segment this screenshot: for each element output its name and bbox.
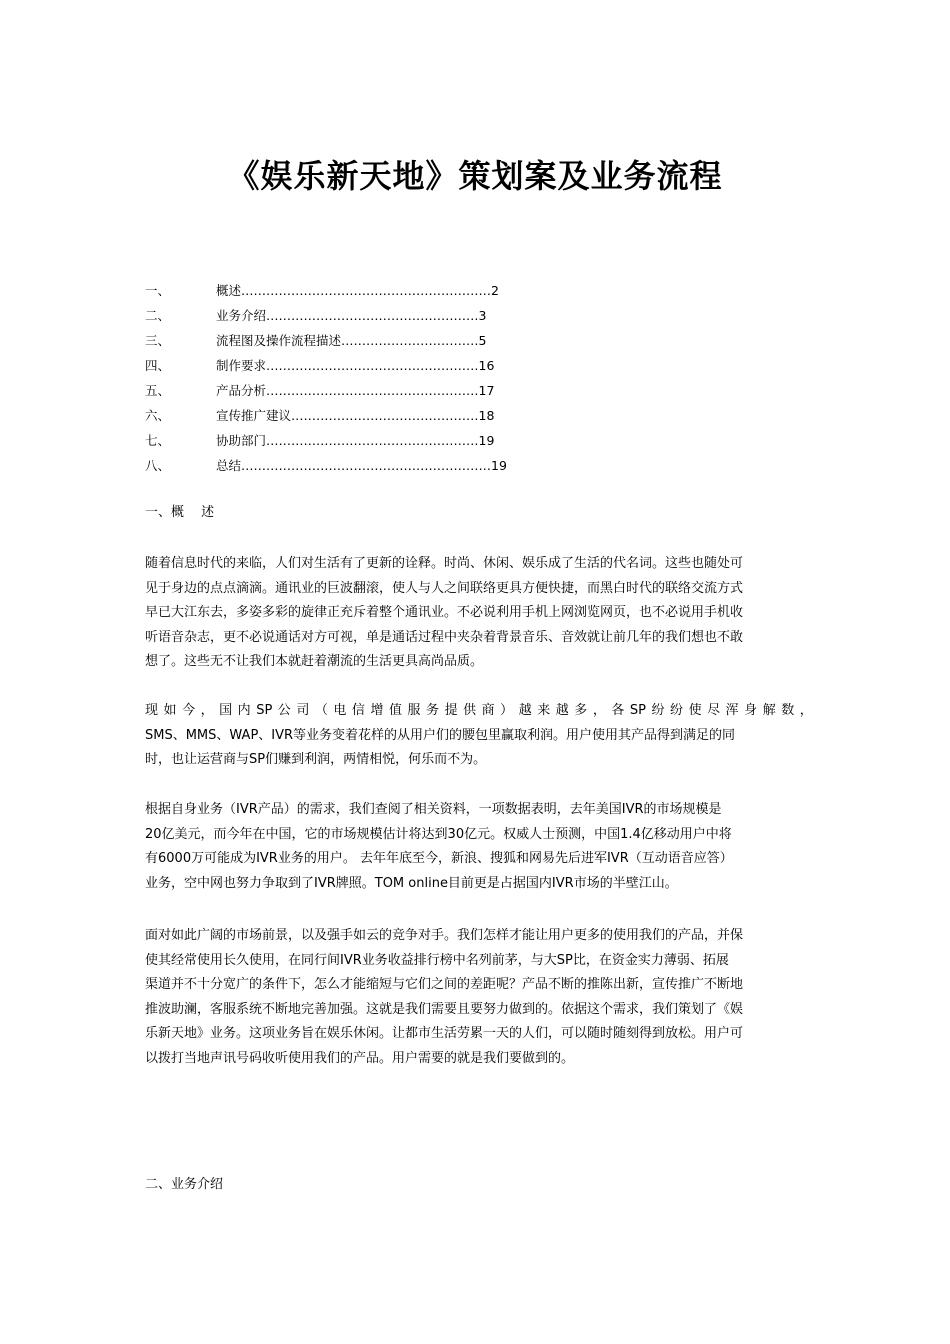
spread-glyph: 信	[351, 703, 365, 718]
spread-glyph: 服	[407, 703, 421, 718]
spread-glyph: （	[314, 703, 328, 718]
paragraph-line: 面对如此广阔的市场前景，以及强手如云的竞争对手。我们怎样才能让用户更多的使用我们的产品，并保	[145, 928, 744, 943]
spread-glyph: 使	[688, 703, 702, 718]
spread-glyph: 增	[370, 703, 384, 718]
toc-item-number: 二、	[145, 308, 171, 323]
document-title: 《娱乐新天地》策划案及业务流程	[227, 157, 723, 195]
toc-item[interactable]	[145, 378, 565, 403]
paragraph-line: 想了。这些无不让我们本就赶着潮流的生活更具高尚品质。	[145, 654, 484, 669]
spread-glyph: 如	[163, 703, 177, 718]
toc-item[interactable]	[145, 453, 565, 478]
spread-glyph: 今	[182, 703, 196, 718]
toc-item[interactable]	[145, 303, 565, 328]
toc-item[interactable]	[145, 403, 565, 428]
toc-item-number: 七、	[145, 433, 171, 448]
toc-item[interactable]	[145, 328, 565, 353]
paragraph-line: 早已大江东去，多姿多彩的旋律正充斥着整个通讯业。不必说利用手机上网浏览网页，也不必说用手机收	[145, 605, 744, 620]
spread-glyph: 纷	[651, 703, 665, 718]
paragraph-strategy	[145, 924, 813, 1071]
toc-item-entry: 业务介绍……………………………………………3	[216, 308, 487, 323]
spread-glyph: 提	[444, 703, 458, 718]
toc-item-entry: 产品分析……………………………………………17	[216, 383, 495, 398]
toc-item[interactable]	[145, 278, 565, 303]
spread-glyph: SP	[629, 703, 646, 718]
spread-glyph: 越	[555, 703, 569, 718]
spread-glyph: 解	[762, 703, 776, 718]
paragraph-line: 根据自身业务（IVR产品）的需求，我们查阅了相关资料，一项数据表明，去年美国IVR的市场规模是	[145, 802, 722, 817]
spread-glyph: 供	[463, 703, 477, 718]
toc-item-number: 四、	[145, 358, 171, 373]
spread-glyph: SP	[256, 703, 273, 718]
toc-item[interactable]	[145, 428, 565, 453]
toc-item-number: 一、	[145, 283, 171, 298]
spread-glyph: 来	[537, 703, 551, 718]
paragraph-line: 以拨打当地声讯号码收听使用我们的产品。用户需要的就是我们要做到的。	[145, 1050, 575, 1066]
paragraph-line: 时，也让运营商与SP们赚到利润，两情相悦，何乐而不为。	[145, 752, 487, 767]
section-heading-overview: 一、概 述	[145, 505, 215, 520]
paragraph-line-spread	[145, 699, 813, 724]
paragraph-line: 见于身边的点点滴滴。通讯业的巨波翻滚，使人与人之间联络更具方便快捷，而黑白时代的联络交流方式	[145, 580, 744, 596]
spread-glyph: 尽	[707, 703, 721, 718]
spread-glyph: 数	[781, 703, 795, 718]
spread-glyph: 务	[426, 703, 440, 718]
toc-item-entry: 总结……………………………………………………19	[216, 458, 507, 473]
spread-glyph: ，	[592, 703, 606, 718]
paragraph-line: SMS、MMS、WAP、IVR等业务变着花样的从用户们的腰包里赢取利润。用户使用其产品得到满足的同	[145, 727, 736, 743]
toc-item-entry: 协助部门……………………………………………19	[216, 433, 495, 448]
spread-glyph: 现	[145, 703, 159, 718]
toc-item-number: 八、	[145, 458, 171, 473]
table-of-contents	[145, 278, 565, 478]
paragraph-sp-market	[145, 699, 813, 773]
paragraph-line: 渠道并不十分宽广的条件下，怎么才能缩短与它们之间的差距呢？产品不断的推陈出新，宣传推广不断地	[145, 977, 744, 992]
spread-glyph: 浑	[725, 703, 739, 718]
paragraph-ivr-data	[145, 798, 813, 896]
spread-glyph: 公	[277, 703, 291, 718]
spread-glyph: 值	[388, 703, 402, 718]
spread-glyph: 内	[237, 703, 251, 718]
toc-item-number: 六、	[145, 408, 171, 423]
toc-item-entry: 概述……………………………………………………2	[216, 283, 499, 298]
toc-item-number: 三、	[145, 333, 171, 348]
paragraph-line: 乐新天地》业务。这项业务旨在娱乐休闲。让都市生活劳累一天的人们，可以随时随刻得到放松。用户可	[145, 1026, 744, 1041]
toc-item-entry: 制作要求……………………………………………16	[216, 358, 495, 373]
paragraph-line: 20亿美元，而今年在中国，它的市场规模估计将达到30亿元。权威人士预测，中国1.4亿移动用户中将	[145, 826, 732, 842]
spread-glyph: ）	[500, 703, 514, 718]
spread-glyph: 国	[219, 703, 233, 718]
toc-item-entry: 流程图及操作流程描述……………………………5	[216, 333, 487, 348]
paragraph-line: 推波助澜，客服系统不断地完善加强。这就是我们需要且要努力做到的。依据这个需求，我们策划了《娱	[145, 1001, 744, 1017]
spread-glyph: 身	[744, 703, 758, 718]
spread-glyph: 司	[296, 703, 310, 718]
spread-glyph: ，	[200, 703, 214, 718]
spread-glyph: 多	[574, 703, 588, 718]
toc-item[interactable]	[145, 353, 565, 378]
paragraph-line: 随着信息时代的来临，人们对生活有了更新的诠释。时尚、休闲、娱乐成了生活的代名词。这些也随处可	[145, 556, 744, 571]
spread-glyph: ，	[799, 703, 813, 718]
section-heading-business-intro: 二、业务介绍	[145, 1177, 224, 1192]
paragraph-line: 听语音杂志，更不必说通话对方可视，单是通话过程中夹杂着背景音乐、音效就让前几年的我们想也不敢	[145, 629, 744, 645]
spread-glyph: 商	[481, 703, 495, 718]
spread-glyph: 电	[333, 703, 347, 718]
spread-glyph: 越	[518, 703, 532, 718]
toc-item-number: 五、	[145, 383, 171, 398]
paragraph-intro	[145, 552, 813, 675]
paragraph-line: 使其经常使用长久使用，在同行间IVR业务收益排行榜中名列前茅，与大SP比，在资金实力薄弱、拓展	[145, 952, 729, 968]
toc-item-entry: 宣传推广建议………………………………………18	[216, 408, 495, 423]
spread-glyph: 各	[611, 703, 625, 718]
paragraph-line: 有6000万可能成为IVR业务的用户。 去年年底至今，新浪、搜狐和网易先后进军IVR（互动语音应答）	[145, 851, 733, 866]
paragraph-line: 业务，空中网也努力争取到了IVR牌照。TOM online目前更是占据国内IVR市场的半壁江山。	[145, 875, 678, 891]
spread-glyph: 纷	[670, 703, 684, 718]
